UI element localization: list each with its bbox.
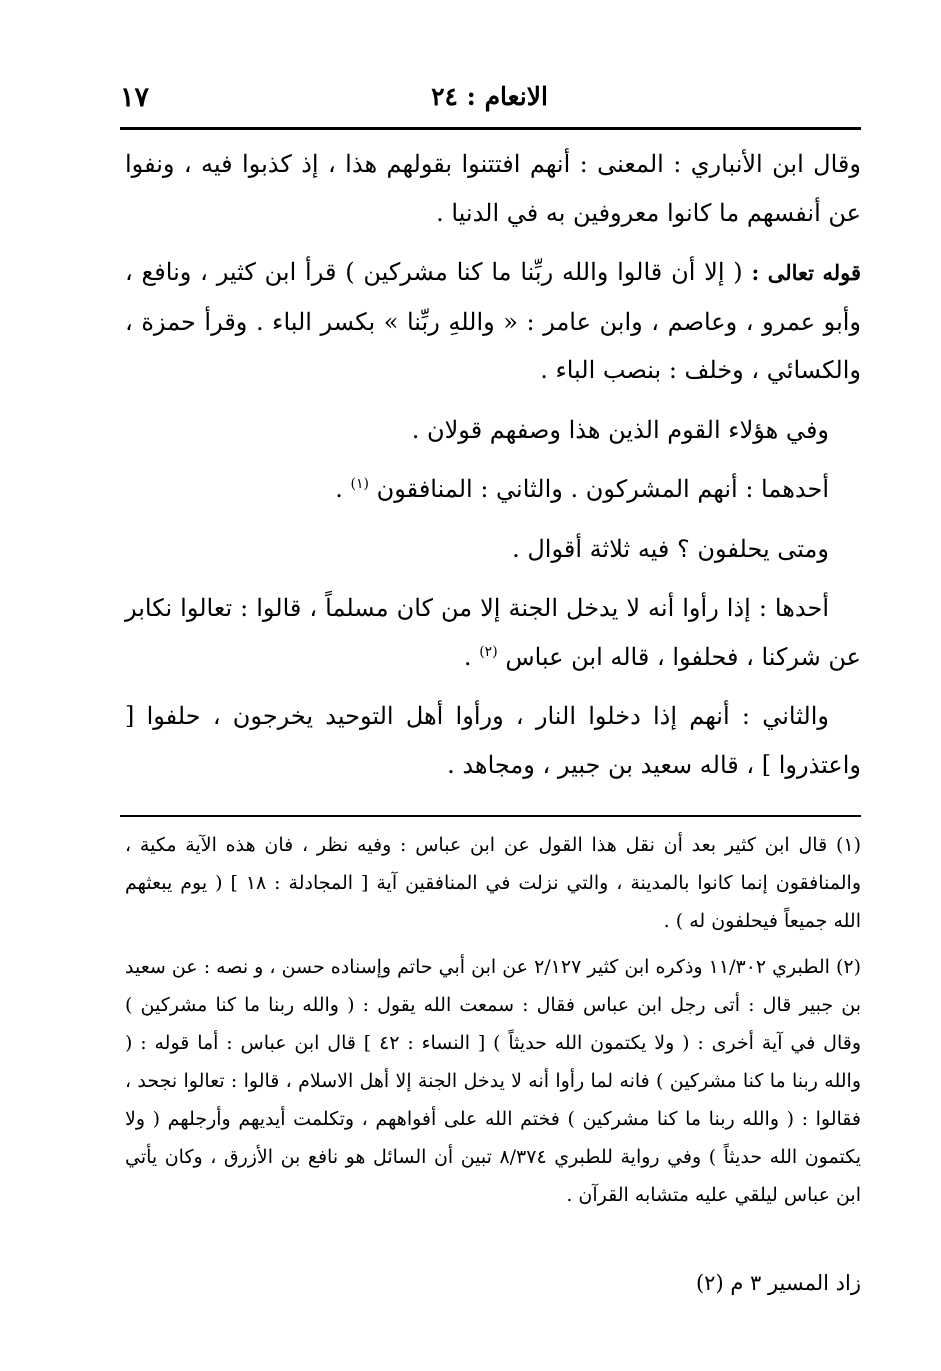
- paragraph-3-text: وفي هؤلاء القوم الذين هذا وصفهم قولان .: [411, 415, 829, 444]
- paragraph-2-text: ( إلا أن قالوا والله ربِّنا ما كنا مشركين ) قرأ ابن كثير ، ونافع ، وأبو عمرو ، وعاصم ، وابن عامر : « واللهِ ربِّنا » بكسر الباء . وقرأ حمزة ، والكسائي ، وخلف : بنصب الباء .: [125, 258, 861, 384]
- footnote-ref-1: (١): [350, 476, 370, 492]
- print-signature: زاد المسير ٣ م (٢): [695, 1271, 861, 1295]
- paragraph-3: [125, 406, 861, 455]
- footnote-ref-2: (٢): [479, 643, 498, 660]
- paragraph-2-lead: قوله تعالى :: [751, 260, 861, 285]
- paragraph-7-text: والثاني : أنهم إذا دخلوا النار ، ورأوا أهل التوحيد يخرجون ، حلفوا [ واعتذروا ] ، قاله سعيد بن جبير ، ومجاهد .: [125, 702, 861, 779]
- footnotes: [125, 826, 861, 1222]
- body-text: [125, 140, 861, 800]
- paragraph-6-end: .: [463, 642, 472, 671]
- header-rule: [120, 127, 861, 130]
- paragraph-7: [125, 692, 861, 789]
- running-head: الانعام : ٢٤: [431, 82, 548, 111]
- paragraph-4: [125, 465, 861, 514]
- paragraph-1: [125, 140, 861, 237]
- footnote-1: (١) قال ابن كثير بعد أن نقل هذا القول عن ابن عباس : وفيه نظر ، فان هذه الآية مكية ، والمنافقون إنما كانوا بالمدينة ، والتي نزلت في المنافقين آية [ المجادلة : ١٨ ] ( يوم يبعثهم الله جميعاً فيحلفون له ) .: [125, 834, 861, 932]
- paragraph-6-text: أحدها : إذا رأوا أنه لا يدخل الجنة إلا من كان مسلماً ، قالوا : تعالوا نكابر عن شركنا ، فحلفوا ، قاله ابن عباس: [125, 594, 861, 671]
- page-header: [120, 82, 859, 122]
- paragraph-2: [125, 248, 861, 395]
- page-number: ١٧: [120, 82, 150, 113]
- footnote-rule: [120, 815, 861, 817]
- paragraph-6: [125, 584, 861, 681]
- paragraph-5: [125, 525, 861, 574]
- footnote-2: (٢) الطبري ١١/٣٠٢ وذكره ابن كثير ٢/١٢٧ عن ابن أبي حاتم وإسناده حسن ، و نصه : عن سعيد بن جبير قال : أتى رجل ابن عباس فقال : سمعت الله يقول : ( والله ربنا ما كنا مشركين ) وقال في آية أخرى : ( ولا يكتمون الله حديثاً ) [ النساء : ٤٢ ] قال ابن عباس : أما قوله : ( والله ربنا ما كنا مشركين ) فانه لما رأوا أنه لا يدخل الجنة إلا أهل الاسلام ، قالوا : تعالوا نجحد ، فقالوا : ( والله ربنا ما كنا مشركين ) فختم الله على أفواههم ، وتكلمت أيديهم وأرجلهم ( ولا يكتمون الله حديثاً ) وفي رواية للطبري ٨/٣٧٤ تبين أن السائل هو نافع بن الأزرق ، وكان يأتي ابن عباس ليلقي عليه متشابه القرآن .: [125, 956, 862, 1206]
- paragraph-5-text: ومتى يحلفون ؟ فيه ثلاثة أقوال .: [512, 534, 829, 563]
- paragraph-4-text: أحدهما : أنهم المشركون . والثاني : المنافقون: [376, 475, 829, 503]
- paragraph-1-text: وقال ابن الأنباري : المعنى : أنهم افتتنوا بقولهم هذا ، إذ كذبوا فيه ، ونفوا عن أنفسهم ما كانوا معروفين به في الدنيا .: [125, 150, 861, 227]
- paragraph-4-end: .: [335, 475, 343, 503]
